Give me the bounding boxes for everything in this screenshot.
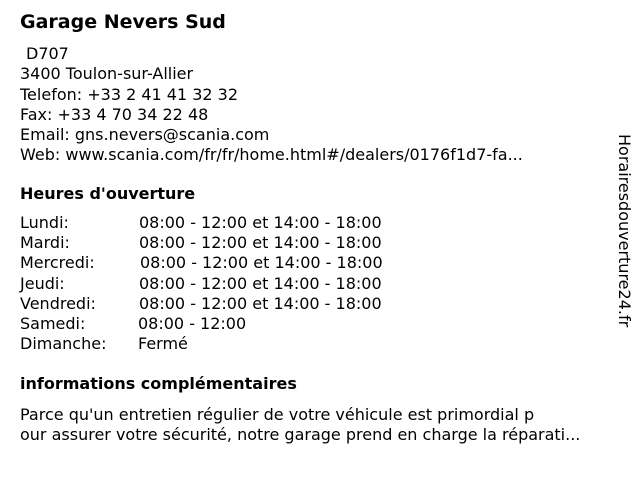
website-url: Web: www.scania.com/fr/fr/home.html#/dealers/0176f1d7-fa... <box>20 145 523 165</box>
city-address: 3400 Toulon-sur-Allier <box>20 64 194 84</box>
phone-number: Telefon: +33 2 41 41 32 32 <box>20 84 239 104</box>
time-range: 08:00 - 12:00 et 14:00 - 18:00 <box>139 293 382 313</box>
day-label: Dimanche: <box>20 334 107 354</box>
page-title: Garage Nevers Sud <box>20 11 226 33</box>
fax-number: Fax: +33 4 70 34 22 48 <box>20 104 209 124</box>
description-line: Parce qu'un entretien régulier de votre véhicule est primordial p <box>20 405 535 424</box>
watermark <box>612 134 636 370</box>
time-range: Fermé <box>138 334 188 354</box>
day-label: Mardi: <box>20 233 70 253</box>
day-label: Lundi: <box>20 213 69 232</box>
street-address: D707 <box>26 44 69 63</box>
day-label: Samedi: <box>20 313 86 333</box>
opening-hours-heading: Heures d'ouverture <box>20 184 196 203</box>
email-address: Email: gns.nevers@scania.com <box>20 125 270 145</box>
day-label: Mercredi: <box>20 253 95 273</box>
time-range: 08:00 - 12:00 et 14:00 - 18:00 <box>139 233 382 253</box>
time-range: 08:00 - 12:00 et 14:00 - 18:00 <box>139 213 382 232</box>
contact-block <box>20 44 523 166</box>
time-range: 08:00 - 12:00 et 14:00 - 18:00 <box>140 253 383 273</box>
time-range: 08:00 - 12:00 et 14:00 - 18:00 <box>139 273 382 293</box>
additional-info-heading: informations complémentaires <box>20 374 297 393</box>
day-label: Vendredi: <box>20 293 96 313</box>
additional-info-text <box>20 404 580 445</box>
time-range: 08:00 - 12:00 <box>138 313 247 333</box>
watermark-text: Horairesdouverture24.fr <box>615 134 634 328</box>
description-line: our assurer votre sécurité, notre garage prend en charge la réparati... <box>20 425 581 445</box>
day-label: Jeudi: <box>20 273 65 293</box>
